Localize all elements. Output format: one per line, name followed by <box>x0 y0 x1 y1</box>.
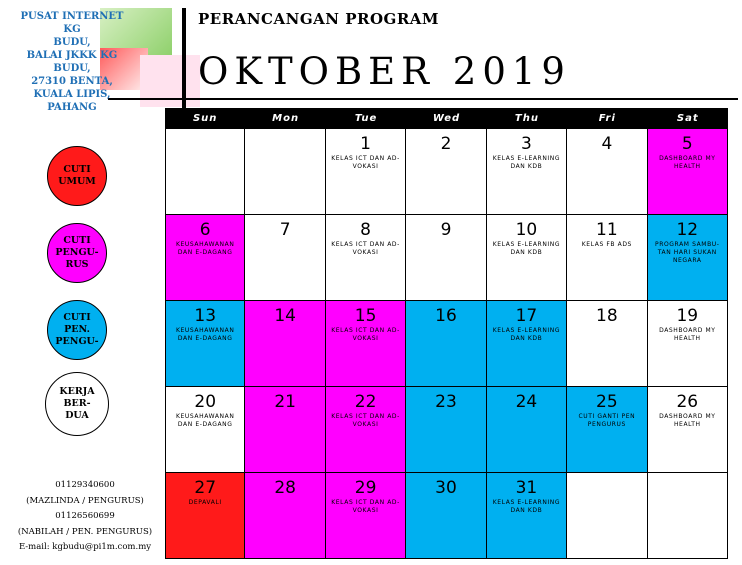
header-horizontal-rule <box>108 98 738 100</box>
legend-cuti-pen-pengurus <box>47 300 107 360</box>
calendar-day-cell <box>245 473 325 559</box>
calendar-day-cell <box>326 387 406 473</box>
calendar-day-cell <box>648 387 728 473</box>
day-number: 24 <box>515 392 538 412</box>
calendar-day-cell <box>406 129 486 215</box>
day-event: KELAS ICT DAN AD-VOKASI <box>331 241 400 256</box>
calendar-day-cell <box>326 473 406 559</box>
day-event: KELAS E-LEARNING DAN KDB <box>492 499 561 514</box>
contact-line: 01129340600 <box>55 480 115 490</box>
calendar-day-cell <box>648 129 728 215</box>
calendar-day-cell <box>326 215 406 301</box>
page-title: PERANCANGAN PROGRAM <box>198 10 440 28</box>
day-event: KELAS ICT DAN AD-VOKASI <box>331 327 400 342</box>
header-vertical-rule <box>182 8 186 108</box>
day-event: KELAS FB ADS <box>581 241 632 248</box>
day-number: 7 <box>279 220 291 240</box>
day-event: KELAS ICT DAN AD-VOKASI <box>331 413 400 428</box>
day-number: 27 <box>194 478 217 498</box>
day-number: 14 <box>274 306 296 326</box>
day-number: 12 <box>676 220 699 240</box>
legend-kerja-berdua <box>45 372 109 436</box>
day-number: 25 <box>596 392 618 412</box>
calendar-day-cell <box>487 215 567 301</box>
day-event: DEPAVALI <box>188 499 222 506</box>
day-number: 31 <box>515 478 538 498</box>
legend-text: PEN. <box>64 324 90 335</box>
calendar-day-cell <box>245 129 325 215</box>
day-number: 1 <box>360 134 371 154</box>
calendar-day-cell <box>648 473 728 559</box>
organization-address <box>12 10 132 114</box>
calendar-day-cell <box>245 387 325 473</box>
day-number: 23 <box>435 392 457 412</box>
day-number: 2 <box>440 134 452 154</box>
calendar-day-cell <box>165 473 245 559</box>
legend-text: RUS <box>65 259 89 270</box>
legend-cuti-umum <box>47 146 107 206</box>
org-line: BALAI JKKK KG <box>26 50 118 61</box>
day-number: 22 <box>354 392 377 412</box>
day-header-tue: Tue <box>326 108 406 129</box>
calendar-day-cell <box>567 473 647 559</box>
calendar-day-cell <box>648 301 728 387</box>
day-number: 18 <box>596 306 618 326</box>
legend-text: KERJA <box>59 386 95 397</box>
legend-text: CUTI <box>63 235 91 246</box>
org-line: PAHANG <box>47 102 97 113</box>
calendar-day-cell <box>165 387 245 473</box>
calendar-day-cell <box>567 215 647 301</box>
day-header-sat: Sat <box>648 108 728 129</box>
day-number: 19 <box>676 306 699 326</box>
day-event: KELAS E-LEARNING DAN KDB <box>492 241 561 256</box>
day-number: 29 <box>354 478 377 498</box>
calendar-day-cell <box>245 215 325 301</box>
month-title: OKTOBER 2019 <box>198 50 571 93</box>
contact-info <box>10 478 160 556</box>
calendar-grid <box>165 108 728 559</box>
org-line: BUDU, <box>53 37 91 48</box>
day-number: 9 <box>440 220 452 240</box>
calendar-day-cell <box>567 301 647 387</box>
calendar-day-cell <box>245 301 325 387</box>
day-header-thu: Thu <box>487 108 567 129</box>
day-event: KELAS E-LEARNING DAN KDB <box>492 327 561 342</box>
day-number: 28 <box>274 478 296 498</box>
day-event: DASHBOARD MY HEALTH <box>659 413 716 428</box>
day-number: 10 <box>515 220 538 240</box>
calendar-day-cell <box>326 129 406 215</box>
day-event: PROGRAM SAMBU-TAN HARI SUKAN NEGARA <box>655 241 720 264</box>
calendar-day-cell <box>406 301 486 387</box>
legend-text: CUTI <box>63 312 91 323</box>
calendar-day-cell <box>165 215 245 301</box>
calendar-day-cell <box>406 215 486 301</box>
org-line: KUALA LIPIS, <box>33 89 111 100</box>
day-event: DASHBOARD MY HEALTH <box>659 327 716 342</box>
calendar-day-cell <box>487 129 567 215</box>
day-number: 13 <box>194 306 217 326</box>
day-number: 8 <box>360 220 371 240</box>
calendar-day-cell <box>487 301 567 387</box>
day-event: KEUSAHAWANAN DAN E-DAGANG <box>176 241 235 256</box>
day-number: 15 <box>354 306 377 326</box>
legend-text: PENGU- <box>55 336 99 347</box>
calendar-day-cell <box>165 129 245 215</box>
day-event: CUTI GANTI PEN PENGURUS <box>578 413 636 428</box>
day-number: 16 <box>435 306 457 326</box>
org-line: 27310 BENTA, <box>31 76 113 87</box>
day-event: KELAS E-LEARNING DAN KDB <box>492 155 561 170</box>
day-event: KEUSAHAWANAN DAN E-DAGANG <box>176 327 235 342</box>
day-number: 11 <box>596 220 618 240</box>
day-event: KELAS ICT DAN AD-VOKASI <box>331 499 400 514</box>
day-number: 5 <box>681 134 693 154</box>
calendar-day-cell <box>326 301 406 387</box>
day-header-wed: Wed <box>406 108 486 129</box>
calendar-day-cell <box>406 473 486 559</box>
day-number: 4 <box>601 134 613 154</box>
legend-text: DUA <box>65 410 89 421</box>
calendar-day-cell <box>567 387 647 473</box>
day-header-fri: Fri <box>567 108 647 129</box>
day-number: 20 <box>194 392 217 412</box>
day-header-sun: Sun <box>165 108 245 129</box>
calendar-day-cell <box>165 301 245 387</box>
day-event: KEUSAHAWANAN DAN E-DAGANG <box>176 413 235 428</box>
day-number: 6 <box>199 220 211 240</box>
legend-text: CUTI <box>63 164 91 175</box>
day-number: 17 <box>515 306 538 326</box>
contact-line: E-mail: kgbudu@pi1m.com.my <box>18 542 152 552</box>
calendar-day-cell <box>406 387 486 473</box>
legend-cuti-pengurus <box>47 223 107 283</box>
calendar-day-cell <box>487 387 567 473</box>
org-line: PUSAT INTERNET KG <box>20 11 124 35</box>
legend-text: BER- <box>63 398 91 409</box>
calendar-day-cell <box>487 473 567 559</box>
day-event: DASHBOARD MY HEALTH <box>659 155 716 170</box>
day-number: 3 <box>521 134 532 154</box>
legend-text: PENGU- <box>55 247 99 258</box>
org-line: BUDU, <box>53 63 91 74</box>
day-number: 26 <box>676 392 699 412</box>
day-event: KELAS ICT DAN AD-VOKASI <box>331 155 400 170</box>
day-header-mon: Mon <box>245 108 325 129</box>
contact-line: (NABILAH / PEN. PENGURUS) <box>17 526 153 537</box>
day-number: 30 <box>435 478 457 498</box>
legend-text: UMUM <box>58 176 96 187</box>
calendar-day-cell <box>648 215 728 301</box>
contact-line: (MAZLINDA / PENGURUS) <box>26 495 144 506</box>
day-number: 21 <box>274 392 296 412</box>
calendar-day-cell <box>567 129 647 215</box>
contact-line: 01126560699 <box>55 511 115 521</box>
